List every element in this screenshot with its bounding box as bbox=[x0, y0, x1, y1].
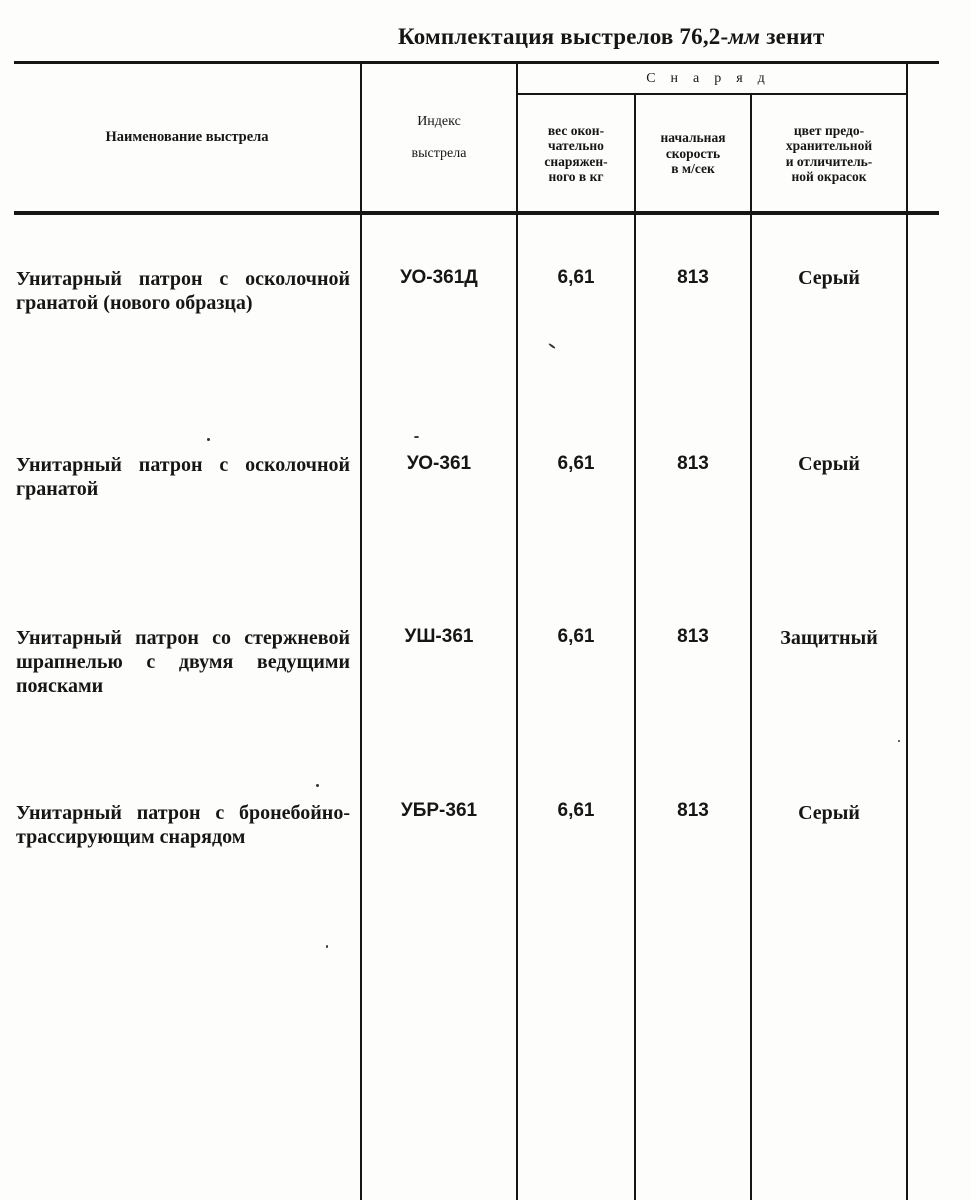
header-color: цвет предо- хранительной и отличитель- ной окрасок bbox=[785, 122, 873, 184]
row-3-index: УШ-361 bbox=[404, 626, 474, 647]
shell-group-rule bbox=[518, 93, 906, 95]
row-1-name: Унитарный патрон с осколочной гранатой (нового образца) bbox=[16, 268, 350, 314]
row-3-color: Защитный bbox=[780, 627, 878, 649]
row-1-weight: 6,61 bbox=[557, 267, 595, 288]
row-1-index: УО-361Д bbox=[400, 267, 478, 288]
scan-speck bbox=[207, 438, 210, 441]
row-3-weight: 6,61 bbox=[557, 626, 595, 647]
row-2-color: Серый bbox=[798, 453, 860, 475]
header-index: Индекс выстрела bbox=[411, 113, 467, 161]
scan-speck bbox=[326, 945, 328, 948]
title-unit: мм bbox=[728, 24, 761, 49]
row-2-index: УО-361 bbox=[406, 453, 472, 474]
row-4-weight: 6,61 bbox=[557, 800, 595, 821]
row-2-velocity: 813 bbox=[677, 453, 709, 474]
header-velocity: начальная скорость в м/сек bbox=[660, 130, 726, 177]
header-name: Наименование выстрела bbox=[105, 129, 269, 145]
row-4-color: Серый bbox=[798, 802, 860, 824]
row-1-color: Серый bbox=[798, 267, 860, 289]
row-1-velocity: 813 bbox=[677, 267, 709, 288]
header-bottom-rule bbox=[14, 211, 939, 215]
row-4-velocity: 813 bbox=[677, 800, 709, 821]
row-2-weight: 6,61 bbox=[557, 453, 595, 474]
row-3-velocity: 813 bbox=[677, 626, 709, 647]
column-divider-5 bbox=[906, 64, 908, 1200]
row-2-name: Унитарный патрон с осколочной гранатой bbox=[16, 454, 350, 500]
scan-speck bbox=[414, 436, 419, 438]
page-title: Комплектация выстрелов 76,2-мм зенит bbox=[398, 24, 825, 49]
scan-speck bbox=[898, 740, 900, 742]
row-4-index: УБР-361 bbox=[400, 800, 478, 821]
scan-speck bbox=[548, 343, 556, 349]
scan-speck bbox=[316, 784, 319, 787]
row-3-name: Унитарный патрон со стержневой шрапнелью с двумя ведущими поясками bbox=[16, 627, 350, 697]
row-4-name: Унитарный патрон с бронебойно-трассирующим снарядом bbox=[16, 802, 350, 848]
header-weight: вес окон- чательно снаряжен- ного в кг bbox=[544, 122, 608, 184]
header-shell-group: Снаряд bbox=[646, 71, 780, 86]
